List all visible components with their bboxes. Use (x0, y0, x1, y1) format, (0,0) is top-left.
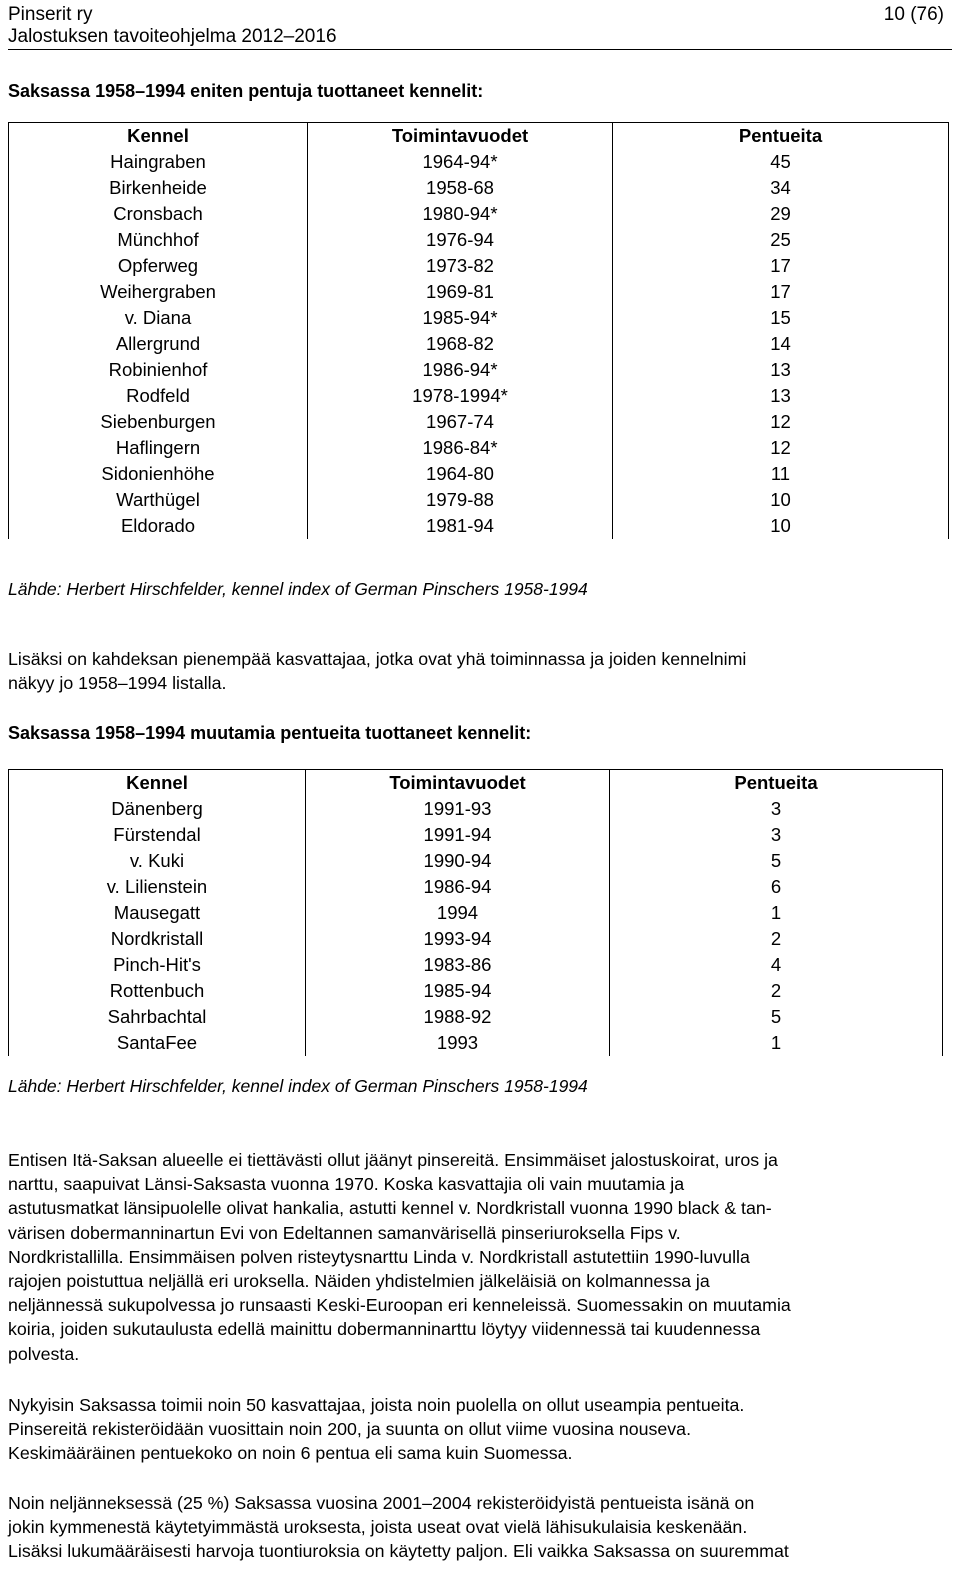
table-row (9, 357, 949, 383)
kennel-cell: Fürstendal (9, 822, 306, 848)
text-line: Noin neljänneksessä (25 %) Saksassa vuosina 2001–2004 rekisteröidyistä pentueista isänä on (8, 1493, 755, 1513)
text-line: neljännessä sukupolvessa jo runsaasti Keski-Euroopan eri kenneleissä. Suomessakin on muutamia (8, 1295, 791, 1316)
table-row (9, 900, 943, 926)
text-line: koiria, joiden sukutaulusta edellä mainittu dobermanninarttu löytyy viidennessä tai kuudennessa (8, 1319, 761, 1340)
years-cell: 1993-94 (306, 926, 610, 952)
kennel-cell: Haingraben (9, 149, 308, 175)
litters-cell: 1 (610, 1030, 943, 1056)
table-row (9, 227, 949, 253)
paragraph-3 (8, 1393, 944, 1466)
years-cell: 1993 (306, 1030, 610, 1056)
kennel-cell: Birkenheide (9, 175, 308, 201)
years-cell: 1978-1994* (308, 383, 613, 409)
table-row (9, 305, 949, 331)
years-cell: 1980-94* (308, 201, 613, 227)
table-header-row (9, 770, 943, 797)
organization-name: Pinserit ry (8, 4, 93, 25)
litters-cell: 29 (613, 201, 949, 227)
table-row (9, 926, 943, 952)
kennel-cell: Haflingern (9, 435, 308, 461)
column-header: Toimintavuodet (306, 770, 610, 797)
text-line: narttu, saapuivat Länsi-Saksasta vuonna 1970. Koska kasvattajia oli vain muutamia ja (8, 1174, 685, 1195)
table-row (9, 513, 949, 539)
litters-cell: 45 (613, 149, 949, 175)
kennel-cell: v. Kuki (9, 848, 306, 874)
table-row (9, 1004, 943, 1030)
section1-heading: Saksassa 1958–1994 eniten pentuja tuottaneet kennelit: (8, 81, 484, 101)
litters-cell: 17 (613, 253, 949, 279)
litters-cell: 2 (610, 926, 943, 952)
table-row (9, 487, 949, 513)
table-header-row (9, 123, 949, 150)
litters-cell: 3 (610, 822, 943, 848)
paragraph-1 (8, 647, 944, 695)
column-header: Pentueita (610, 770, 943, 797)
header-divider (8, 49, 952, 50)
years-cell: 1969-81 (308, 279, 613, 305)
kennel-cell: v. Diana (9, 305, 308, 331)
kennel-cell: Cronsbach (9, 201, 308, 227)
litters-cell: 13 (613, 383, 949, 409)
litters-cell: 12 (613, 409, 949, 435)
kennel-cell: Allergrund (9, 331, 308, 357)
kennel-cell: Sidonienhöhe (9, 461, 308, 487)
column-header: Kennel (9, 123, 308, 150)
years-cell: 1967-74 (308, 409, 613, 435)
years-cell: 1986-94 (306, 874, 610, 900)
litters-cell: 6 (610, 874, 943, 900)
years-cell: 1986-84* (308, 435, 613, 461)
litters-cell: 1 (610, 900, 943, 926)
litters-cell: 25 (613, 227, 949, 253)
kennel-cell: Dänenberg (9, 796, 306, 822)
table-row (9, 331, 949, 357)
years-cell: 1964-80 (308, 461, 613, 487)
column-header: Toimintavuodet (308, 123, 613, 150)
page-header (8, 4, 337, 48)
text-line: värisen dobermanninartun Evi von Edeltannen samanvärisellä pinseriuroksella Fips v. (8, 1222, 681, 1243)
text-line: polvesta. (8, 1343, 80, 1364)
text-line: Nykyisin Saksassa toimii noin 50 kasvattajaa, joista noin puolella on ollut useampia pentueita. (8, 1395, 745, 1415)
page-number: 10 (76) (883, 4, 944, 25)
table-row (9, 201, 949, 227)
text-line: Pinsereitä rekisteröidään vuosittain noin 200, ja suunta on ollut viime vuosina nouseva. (8, 1419, 692, 1440)
litters-cell: 3 (610, 796, 943, 822)
kennel-cell: Münchhof (9, 227, 308, 253)
table-row (9, 409, 949, 435)
litters-cell: 2 (610, 978, 943, 1004)
paragraph-4 (8, 1491, 944, 1564)
kennel-cell: Sahrbachtal (9, 1004, 306, 1030)
years-cell: 1968-82 (308, 331, 613, 357)
kennel-cell: Rodfeld (9, 383, 308, 409)
litters-cell: 5 (610, 848, 943, 874)
table-row (9, 874, 943, 900)
document-title: Jalostuksen tavoiteohjelma 2012–2016 (8, 26, 337, 47)
years-cell: 1990-94 (306, 848, 610, 874)
text-line: rajojen poistuttua neljällä eri uroksella. Näiden yhdistelmien jälkeläisiä on kolmannessa ja (8, 1271, 710, 1292)
litters-cell: 12 (613, 435, 949, 461)
table-row (9, 279, 949, 305)
table-row (9, 978, 943, 1004)
kennel-cell: Pinch-Hit's (9, 952, 306, 978)
text-line: Lisäksi lukumääräisesti harvoja tuontiuroksia on käytetty paljon. Eli vaikka Saksassa on suuremmat (8, 1541, 789, 1562)
litters-cell: 34 (613, 175, 949, 201)
kennel-cell: Robinienhof (9, 357, 308, 383)
litters-cell: 10 (613, 513, 949, 539)
small-kennels-table (8, 769, 943, 1056)
years-cell: 1991-93 (306, 796, 610, 822)
litters-cell: 11 (613, 461, 949, 487)
column-header: Kennel (9, 770, 306, 797)
litters-cell: 17 (613, 279, 949, 305)
text-line: Entisen Itä-Saksan alueelle ei tiettävästi ollut jäänyt pinsereitä. Ensimmäiset jalostuskoirat, uros ja (8, 1150, 778, 1170)
table-row (9, 383, 949, 409)
years-cell: 1976-94 (308, 227, 613, 253)
years-cell: 1983-86 (306, 952, 610, 978)
text-line: Lisäksi on kahdeksan pienempää kasvattajaa, jotka ovat yhä toiminnassa ja joiden kennelnimi (8, 649, 747, 669)
years-cell: 1958-68 (308, 175, 613, 201)
table-row (9, 1030, 943, 1056)
years-cell: 1994 (306, 900, 610, 926)
table-row (9, 848, 943, 874)
text-line: näkyy jo 1958–1994 listalla. (8, 673, 227, 694)
years-cell: 1979-88 (308, 487, 613, 513)
text-line: astutusmatkat länsipuolelle olivat hankalia, astutti kennel v. Nordkristall vuonna 1990 black & tan- (8, 1198, 772, 1219)
years-cell: 1988-92 (306, 1004, 610, 1030)
kennel-cell: SantaFee (9, 1030, 306, 1056)
years-cell: 1964-94* (308, 149, 613, 175)
years-cell: 1985-94* (308, 305, 613, 331)
table-row (9, 149, 949, 175)
years-cell: 1981-94 (308, 513, 613, 539)
litters-cell: 5 (610, 1004, 943, 1030)
kennel-cell: Mausegatt (9, 900, 306, 926)
litters-cell: 4 (610, 952, 943, 978)
kennel-cell: v. Lilienstein (9, 874, 306, 900)
text-line: Keskimääräinen pentuekoko on noin 6 pentua eli sama kuin Suomessa. (8, 1443, 573, 1464)
table-row (9, 461, 949, 487)
years-cell: 1973-82 (308, 253, 613, 279)
kennel-cell: Opferweg (9, 253, 308, 279)
years-cell: 1985-94 (306, 978, 610, 1004)
kennel-cell: Warthügel (9, 487, 308, 513)
kennel-cell: Nordkristall (9, 926, 306, 952)
kennel-cell: Weihergraben (9, 279, 308, 305)
section2-heading: Saksassa 1958–1994 muutamia pentueita tuottaneet kennelit: (8, 723, 532, 743)
section1-source: Lähde: Herbert Hirschfelder, kennel index of German Pinschers 1958-1994 (8, 579, 588, 599)
text-line: jokin kymmenestä käytetyimmästä uroksesta, joista useat ovat vielä lähisukulaisia keskenään. (8, 1517, 748, 1538)
years-cell: 1991-94 (306, 822, 610, 848)
table-row (9, 435, 949, 461)
section2-source: Lähde: Herbert Hirschfelder, kennel index of German Pinschers 1958-1994 (8, 1076, 588, 1096)
kennel-cell: Rottenbuch (9, 978, 306, 1004)
text-line: Nordkristallilla. Ensimmäisen polven risteytysnarttu Linda v. Nordkristall astutettiin 1990-luvulla (8, 1246, 750, 1267)
litters-cell: 14 (613, 331, 949, 357)
litters-cell: 15 (613, 305, 949, 331)
kennel-cell: Siebenburgen (9, 409, 308, 435)
paragraph-2 (8, 1148, 944, 1366)
years-cell: 1986-94* (308, 357, 613, 383)
litters-cell: 10 (613, 487, 949, 513)
column-header: Pentueita (613, 123, 949, 150)
table-row (9, 175, 949, 201)
kennel-cell: Eldorado (9, 513, 308, 539)
table-row (9, 822, 943, 848)
table-row (9, 253, 949, 279)
top-kennels-table (8, 122, 949, 539)
table-row (9, 796, 943, 822)
table-row (9, 952, 943, 978)
litters-cell: 13 (613, 357, 949, 383)
